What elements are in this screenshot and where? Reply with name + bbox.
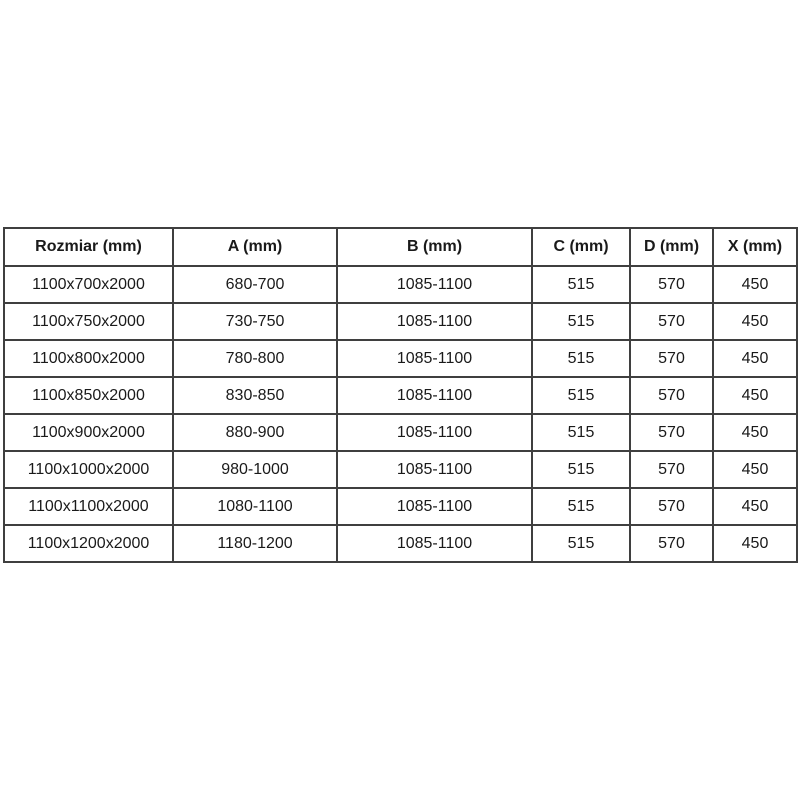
table-cell: 1100x1000x2000	[4, 451, 173, 488]
table-header-row	[4, 228, 797, 266]
table-cell: 1085-1100	[337, 451, 532, 488]
table-row	[4, 303, 797, 340]
table-cell: 570	[630, 266, 713, 303]
table-cell: 1100x750x2000	[4, 303, 173, 340]
column-header-c: C (mm)	[532, 228, 630, 266]
table-cell: 450	[713, 303, 797, 340]
table-cell: 450	[713, 414, 797, 451]
table-row	[4, 266, 797, 303]
column-header-a: A (mm)	[173, 228, 337, 266]
table-body	[4, 266, 797, 562]
table-row	[4, 414, 797, 451]
table-cell: 450	[713, 340, 797, 377]
column-header-b: B (mm)	[337, 228, 532, 266]
table-row	[4, 525, 797, 562]
table-cell: 1100x1100x2000	[4, 488, 173, 525]
table-cell: 450	[713, 525, 797, 562]
table-cell: 780-800	[173, 340, 337, 377]
table-cell: 1180-1200	[173, 525, 337, 562]
table-cell: 515	[532, 303, 630, 340]
table-cell: 1100x800x2000	[4, 340, 173, 377]
table-cell: 515	[532, 266, 630, 303]
table-cell: 515	[532, 414, 630, 451]
table-cell: 570	[630, 488, 713, 525]
table-cell: 570	[630, 525, 713, 562]
table-row	[4, 488, 797, 525]
table-cell: 1085-1100	[337, 525, 532, 562]
table-cell: 880-900	[173, 414, 337, 451]
table-cell: 570	[630, 451, 713, 488]
table-cell: 1085-1100	[337, 303, 532, 340]
table-cell: 515	[532, 377, 630, 414]
table-cell: 1100x850x2000	[4, 377, 173, 414]
table-cell: 515	[532, 451, 630, 488]
table-cell: 1085-1100	[337, 377, 532, 414]
size-spec-table	[3, 227, 798, 563]
column-header-d: D (mm)	[630, 228, 713, 266]
table-cell: 450	[713, 266, 797, 303]
table-cell: 515	[532, 525, 630, 562]
column-header-x: X (mm)	[713, 228, 797, 266]
table-cell: 730-750	[173, 303, 337, 340]
table-cell: 980-1000	[173, 451, 337, 488]
table-cell: 680-700	[173, 266, 337, 303]
table-cell: 1085-1100	[337, 414, 532, 451]
table-cell: 570	[630, 303, 713, 340]
table-cell: 515	[532, 340, 630, 377]
table-cell: 1080-1100	[173, 488, 337, 525]
column-header-rozmiar: Rozmiar (mm)	[4, 228, 173, 266]
table-cell: 570	[630, 340, 713, 377]
size-spec-table-container	[3, 227, 796, 563]
table-row	[4, 377, 797, 414]
table-row	[4, 451, 797, 488]
table-cell: 1085-1100	[337, 340, 532, 377]
table-cell: 570	[630, 377, 713, 414]
table-cell: 1085-1100	[337, 488, 532, 525]
table-cell: 450	[713, 451, 797, 488]
table-row	[4, 340, 797, 377]
table-cell: 830-850	[173, 377, 337, 414]
table-cell: 1100x900x2000	[4, 414, 173, 451]
table-cell: 515	[532, 488, 630, 525]
table-cell: 570	[630, 414, 713, 451]
table-cell: 1100x700x2000	[4, 266, 173, 303]
table-cell: 1100x1200x2000	[4, 525, 173, 562]
table-cell: 1085-1100	[337, 266, 532, 303]
table-cell: 450	[713, 488, 797, 525]
table-cell: 450	[713, 377, 797, 414]
